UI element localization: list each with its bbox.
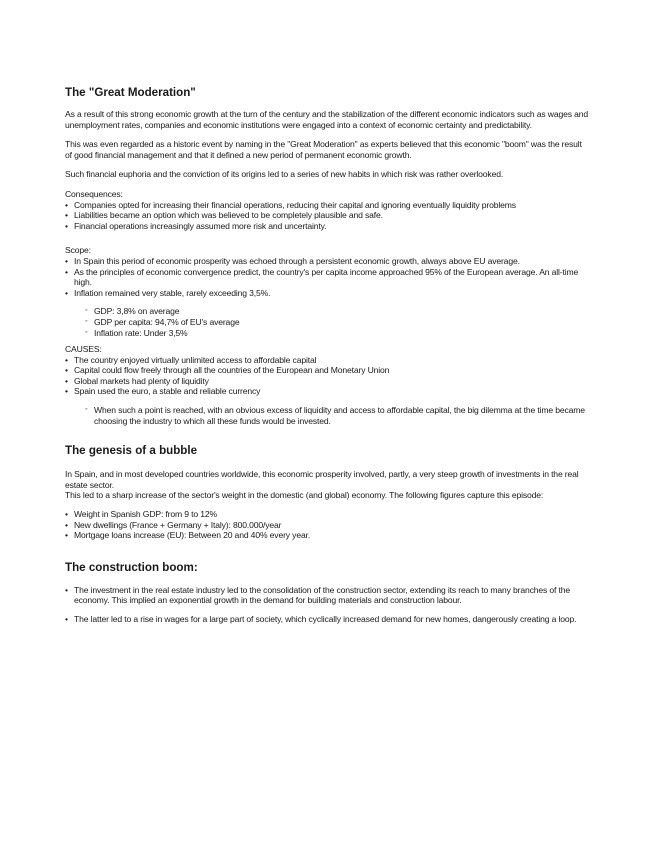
list-item: • The latter led to a rise in wages for a large part of society, which cyclically increased demand for new homes, dangerously creating a loop. bbox=[65, 614, 590, 625]
section-title-great-moderation: The "Great Moderation" bbox=[65, 86, 196, 99]
list-item: • Inflation remained very stable, rarely exceeding 3,5%. bbox=[65, 288, 590, 299]
causes-label: CAUSES: bbox=[65, 344, 102, 355]
list-item: ◦ GDP per capita: 94,7% of EU's average bbox=[85, 317, 590, 328]
list-item: • The country enjoyed virtually unlimited access to affordable capital bbox=[65, 355, 590, 366]
scope-sublist bbox=[65, 306, 590, 338]
list-item: • Capital could flow freely through all the countries of the European and Monetary Union bbox=[65, 365, 590, 376]
list-item: • Spain used the euro, a stable and reliable currency bbox=[65, 386, 590, 397]
list-item: • Liabilities became an option which was believed to be completely plausible and safe. bbox=[65, 210, 590, 221]
list-item: • Mortgage loans increase (EU): Between 20 and 40% every year. bbox=[65, 530, 590, 541]
list-item: ◦ GDP: 3,8% on average bbox=[85, 306, 590, 317]
scope-list bbox=[65, 256, 590, 298]
list-item: • The investment in the real estate industry led to the consolidation of the construction sector, extending its reach to many branches of the economy. This implied an exponential growth in the demand for building materials and construction labour. bbox=[65, 585, 590, 606]
list-item: • As the principles of economic convergence predict, the country's per capita income approached 95% of the European average. An all-time high. bbox=[65, 267, 590, 288]
figures-list bbox=[65, 509, 590, 541]
section-title-genesis-of-bubble: The genesis of a bubble bbox=[65, 444, 198, 458]
paragraph: In Spain, and in most developed countries worldwide, this economic prosperity involved, partly, a very steep growth of investments in the real estate sector. bbox=[65, 469, 579, 490]
paragraph: As a result of this strong economic growth at the turn of the century and the stabilization of the different economic indicators such as wages and unemployment rates, companies and economic institutions were engaged into a context of economic certainty and predictability. bbox=[65, 109, 588, 130]
causes-sublist bbox=[65, 405, 590, 426]
causes-list bbox=[65, 355, 590, 397]
paragraph: Such financial euphoria and the conviction of its origins led to a series of new habits in which risk was rather overlooked. bbox=[65, 169, 504, 180]
list-item: • In Spain this period of economic prosperity was echoed through a persistent economic growth, always above EU average. bbox=[65, 256, 590, 267]
list-item: • Companies opted for increasing their financial operations, reducing their capital and ignoring eventually liquidity problems bbox=[65, 200, 590, 211]
list-item: ◦ When such a point is reached, with an obvious excess of liquidity and access to affordable capital, the big dilemma at the time became choosing the industry to which all these funds would be invested. bbox=[85, 405, 590, 426]
list-item: ◦ Inflation rate: Under 3,5% bbox=[85, 328, 590, 339]
paragraph: This was even regarded as a historic event by naming in the "Great Moderation" as experts believed that this economic "boom" was the result of good financial management and that it defined a new period of permanent economic growth. bbox=[65, 139, 582, 160]
list-item: • Global markets had plenty of liquidity bbox=[65, 376, 590, 387]
consequences-label: Consequences: bbox=[65, 188, 123, 199]
paragraph: This led to a sharp increase of the sector's weight in the domestic (and global) economy. The following figures capture this episode: bbox=[65, 490, 544, 501]
scope-label: Scope: bbox=[65, 245, 91, 256]
list-item: • New dwellings (France + Germany + Italy): 800.000/year bbox=[65, 520, 590, 531]
list-item: • Financial operations increasingly assumed more risk and uncertainty. bbox=[65, 221, 590, 232]
section-title-construction-boom: The construction boom: bbox=[65, 560, 198, 574]
consequences-list bbox=[65, 200, 590, 232]
list-item: • Weight in Spanish GDP: from 9 to 12% bbox=[65, 509, 590, 520]
construction-list bbox=[65, 585, 590, 625]
